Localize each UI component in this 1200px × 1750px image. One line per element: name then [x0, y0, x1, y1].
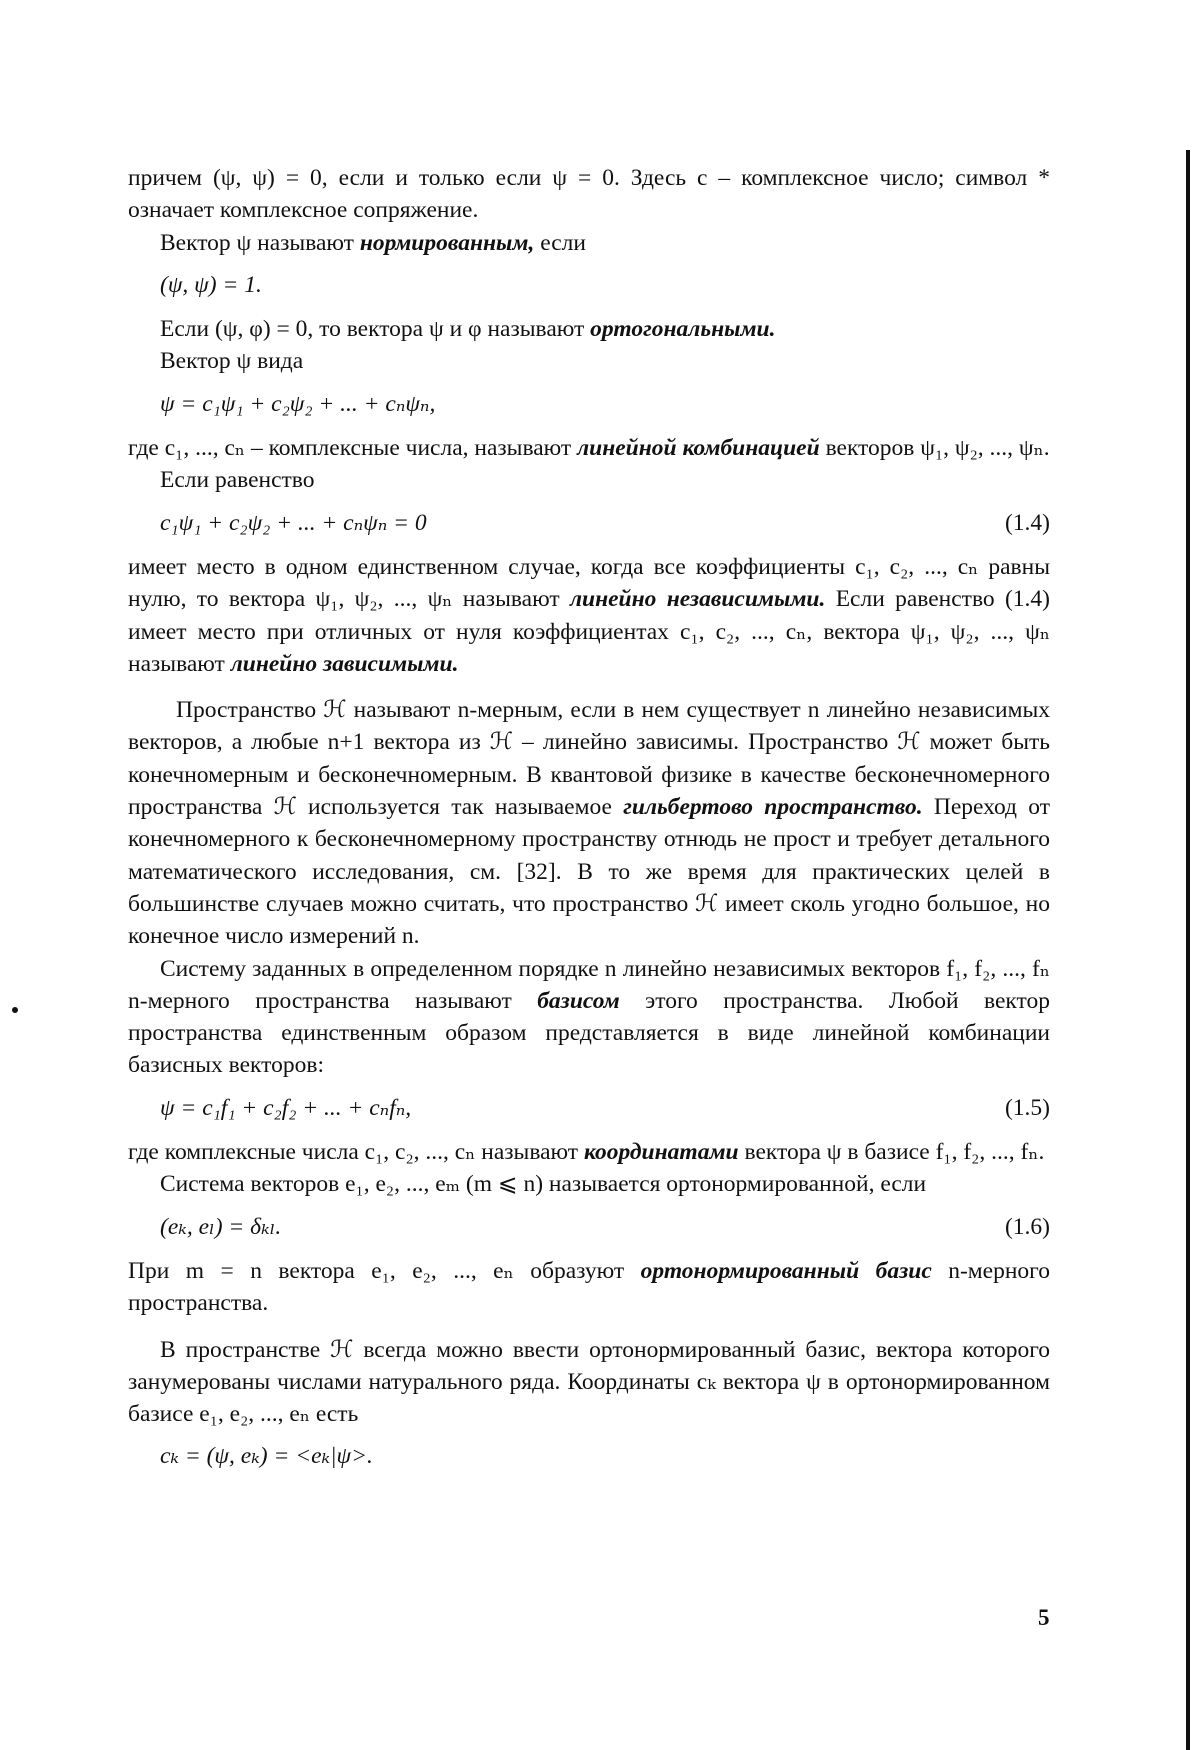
paragraph-independence — [128, 551, 1050, 680]
equation-norm — [128, 269, 1050, 301]
term-orthonormal-basis: ортонормированный базис — [640, 1257, 932, 1284]
term-basis: базисом — [537, 987, 620, 1014]
equation-expression: (eₖ, eₗ) = δₖₗ. — [160, 1213, 282, 1240]
equation-expression: ψ = c₁f₁ + c₂f₂ + ... + cₙfₙ, — [160, 1094, 412, 1121]
text-run: Вектор ψ называют — [160, 229, 360, 256]
term-normalized: нормированным, — [359, 229, 535, 256]
equation-1-6 — [128, 1211, 1050, 1243]
paragraph-linear-combination — [128, 432, 1050, 464]
equation-1-5 — [128, 1092, 1050, 1124]
equation-combination — [128, 388, 1050, 420]
equation-number: (1.4) — [1004, 509, 1050, 536]
term-linear-combination: линейной комбинацией — [577, 435, 820, 462]
paragraph-basis — [128, 953, 1050, 1082]
paragraph-coordinates — [128, 1136, 1050, 1168]
equation-expression: cₖ = (ψ, eₖ) = <eₖ|ψ>. — [160, 1443, 373, 1470]
text-run: вектора ψ в базисе f₁, f₂, ..., fₙ. — [738, 1139, 1045, 1166]
page-number: 5 — [1038, 1605, 1050, 1630]
term-linearly-dependent: линейно зависимыми. — [230, 650, 459, 677]
text-run: где c₁, ..., cₙ – комплексные числа, называют — [128, 435, 578, 462]
equation-expression: c₁ψ₁ + c₂ψ₂ + ... + cₙψₙ = 0 — [160, 509, 427, 536]
text-run: При m = n вектора e₁, e₂, ..., eₙ образуют — [128, 1257, 641, 1284]
scan-speck — [12, 1007, 18, 1013]
paragraph-normalized — [128, 227, 1050, 259]
text-run: Систему заданных в определенном порядке n линейно независимых векторов f₁, f₂, ..., fₙ n-мерного пространства называют — [128, 955, 1050, 1014]
text-run: n-мерного пространства. — [128, 1257, 1050, 1317]
paragraph-dimension — [128, 694, 1050, 952]
text-run: имеет место в одном единственном случае, когда все коэффициенты c₁, c₂, ..., cₙ равны нулю, то вектора ψ₁, ψ₂, ..., ψₙ называют — [128, 553, 1050, 613]
paragraph-orthogonal — [128, 313, 1050, 345]
text-run: Если (ψ, φ) = 0, то вектора ψ и φ называют — [160, 316, 591, 343]
paragraph-orthonormal-basis — [128, 1255, 1050, 1320]
paragraph-inner-product: причем (ψ, ψ) = 0, если и только если ψ = 0. Здесь c – комплексное число; символ * означает комплексное сопряжение. — [128, 165, 1050, 224]
equation-expression: (ψ, ψ) = 1. — [160, 271, 262, 298]
text-run: если — [534, 229, 586, 256]
paragraph-coordinates-in-basis: В пространстве ℋ всегда можно ввести ортонормированный базис, вектора которого занумерованы числами натурального ряда. Координаты cₖ вектора ψ в ортонормированном базисе e₁, e₂, ..., eₙ есть — [128, 1336, 1050, 1428]
term-hilbert-space: гильбертово пространство. — [623, 794, 923, 821]
text-run: этого пространства. Любой вектор пространства единственным образом представляется в виде линейной комбинации базисных векторов: — [128, 987, 1050, 1079]
equation-1-4 — [128, 507, 1050, 539]
text-run: где комплексные числа c₁, c₂, ..., cₙ называют — [128, 1139, 584, 1166]
term-coordinates: координатами — [583, 1139, 739, 1166]
equation-number: (1.5) — [1004, 1094, 1050, 1121]
text-run: Если равенство (1.4) имеет место при отличных от нуля коэффициентах c₁, c₂, ..., cₙ, вектора ψ₁, ψ₂, ..., ψₙ называют — [128, 586, 1050, 677]
equation-expression: ψ = c₁ψ₁ + c₂ψ₂ + ... + cₙψₙ, — [160, 390, 436, 417]
equation-number: (1.6) — [1004, 1213, 1050, 1240]
text-run: Переход от конечномерного к бесконечномерному пространству отнюдь не прост и требует детального математического исследования, см. [32]. В то же время для практических целей в большинстве случаев можно считать, что пространство ℋ имеет сколь угодно большое, но конечное число измерений n. — [128, 794, 1050, 950]
term-orthogonal: ортогональными. — [590, 316, 776, 343]
scan-edge-line — [1186, 150, 1190, 1750]
text-run: векторов ψ₁, ψ₂, ..., ψₙ. — [819, 435, 1050, 462]
page-text — [128, 162, 1050, 1485]
paragraph-vector-form: Вектор ψ вида — [160, 348, 304, 375]
paragraph-if-equality: Если равенство — [160, 467, 315, 494]
equation-ck — [128, 1440, 1050, 1472]
term-linearly-independent: линейно независимыми. — [569, 586, 826, 613]
paragraph-orthonormal-system: Система векторов e₁, e₂, ..., eₘ (m ⩽ n) называется ортонормированной, если — [160, 1171, 927, 1198]
text-run: Пространство ℋ называют n-мерным, если в нем существует n линейно независимых векторов, а любые n+1 вектора из ℋ – линейно зависимы. Пространство ℋ может быть конечномерным и бесконечномерным. В квантовой физике в качестве бесконечномерного пространства ℋ используется так называемое — [128, 697, 1050, 821]
